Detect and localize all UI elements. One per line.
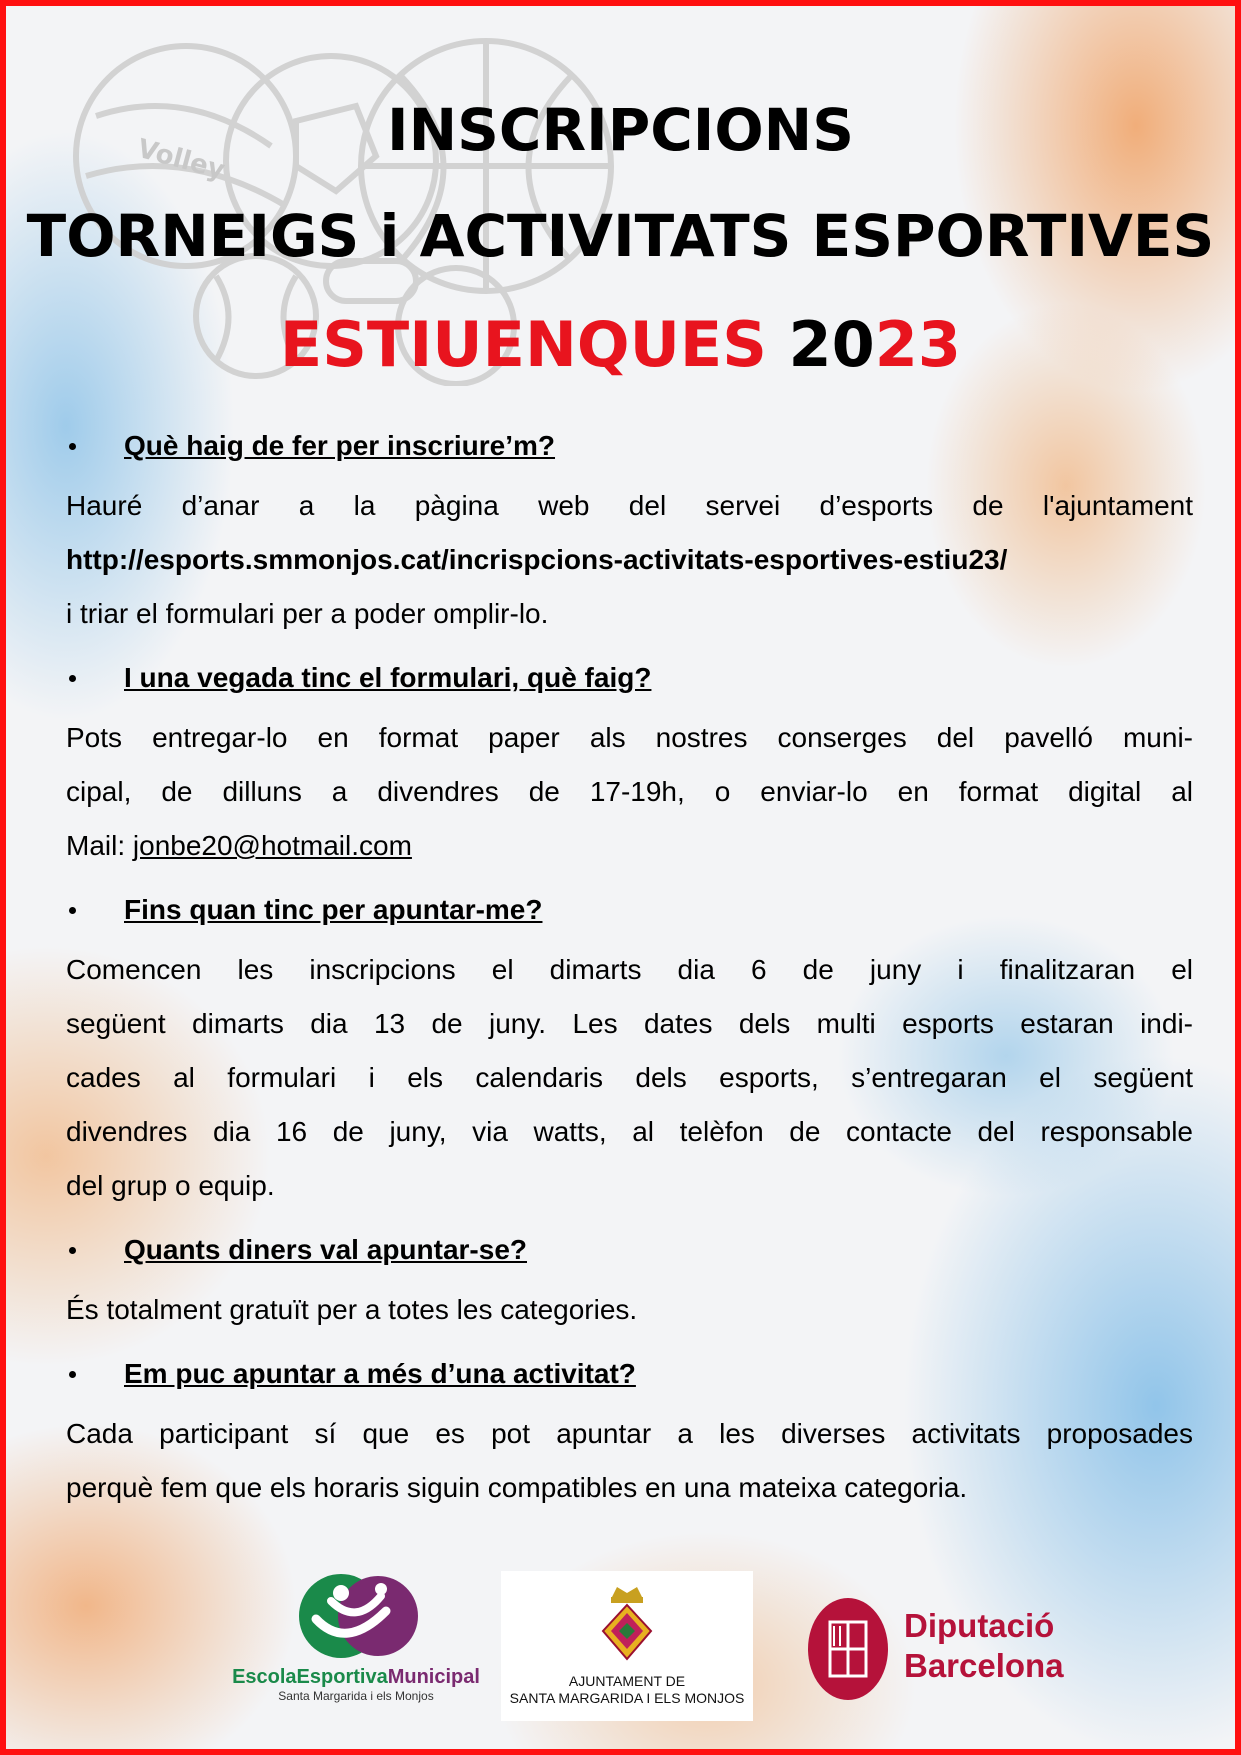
diputacio-name xyxy=(904,1606,1064,1686)
eem-part1: EscolaEsportiva xyxy=(232,1666,388,1688)
faq-question-text: Quants diners val apuntar-se? xyxy=(124,1234,527,1265)
diputacio-line2: Barcelona xyxy=(904,1647,1064,1684)
title-year-red: 23 xyxy=(874,308,962,381)
title-estiuenques-word: ESTIUENQUES xyxy=(279,308,767,381)
faq-question-text: Fins quan tinc per apuntar-me? xyxy=(124,894,543,925)
bullet-icon xyxy=(69,1371,76,1378)
faq-answer-2 xyxy=(66,711,1193,873)
faq-answer-4 xyxy=(66,1283,1193,1337)
escola-esportiva-subtitle: Santa Margarida i els Monjos xyxy=(278,1689,434,1703)
answer-line: És totalment gratuït per a totes les categories. xyxy=(66,1294,638,1325)
ajuntament-line2: SANTA MARGARIDA I ELS MONJOS xyxy=(509,1690,745,1706)
answer-line: Pots entregar-lo en format paper als nostres conserges del pavelló muni- xyxy=(66,722,1193,753)
answer-line: cipal, de dilluns a divendres de 17-19h, o enviar-lo en format digital al xyxy=(66,776,1193,807)
faq-answer-1 xyxy=(66,479,1193,641)
answer-line: perquè fem que els horaris siguin compatibles en una mateixa categoria. xyxy=(66,1472,968,1503)
faq-question-4 xyxy=(66,1225,1193,1275)
faq-question-1 xyxy=(66,421,1193,471)
faq-question-3 xyxy=(66,885,1193,935)
faq-question-text: Em puc apuntar a més d’una activitat? xyxy=(124,1358,636,1389)
ajuntament-line1: AJUNTAMENT DE xyxy=(568,1673,686,1689)
bullet-icon xyxy=(69,675,76,682)
faq-question-5 xyxy=(66,1349,1193,1399)
sponsor-logos xyxy=(6,1571,1235,1721)
escola-esportiva-logo xyxy=(216,1571,496,1721)
answer-line: Cada participant sí que es pot apuntar a les diverses activitats proposades xyxy=(66,1418,1193,1449)
diputacio-barcelona-logo xyxy=(806,1596,1066,1706)
answer-line: cades al formulari i els calendaris dels esports, s’entregaran el següent xyxy=(66,1062,1193,1093)
answer-line: Hauré d’anar a la pàgina web del servei d’esports de l'ajuntament xyxy=(66,490,1193,521)
diputacio-emblem-icon xyxy=(806,1596,890,1702)
svg-text:Volley: Volley xyxy=(134,133,228,186)
title-torneigs: TORNEIGS i ACTIVITATS ESPORTIVES xyxy=(26,202,1215,270)
title-estiuenques xyxy=(6,308,1235,381)
title-year-black: 20 xyxy=(788,308,875,381)
answer-line: divendres dia 16 de juny, via watts, al telèfon de contacte del responsable xyxy=(66,1116,1193,1147)
bullet-icon xyxy=(69,1247,76,1254)
email-link[interactable]: jonbe20@hotmail.com xyxy=(132,830,412,861)
escola-esportiva-emblem-icon xyxy=(286,1571,426,1661)
faq-answer-5 xyxy=(66,1407,1193,1515)
faq-answer-3 xyxy=(66,943,1193,1213)
answer-line: del grup o equip. xyxy=(66,1170,275,1201)
bullet-icon xyxy=(69,443,76,450)
answer-line: Comencen les inscripcions el dimarts dia 6 de juny i finalitzaran el xyxy=(66,954,1193,985)
title-inscripcions: INSCRIPCIONS xyxy=(387,96,854,164)
diputacio-line1: Diputació xyxy=(904,1607,1055,1644)
answer-line-mail xyxy=(66,819,1193,873)
answer-line: següent dimarts dia 13 de juny. Les dates dels multi esports estaran indi- xyxy=(66,1008,1193,1039)
faq-question-text: Què haig de fer per inscriure’m? xyxy=(124,430,556,461)
faq-content xyxy=(66,421,1193,1527)
bullet-icon xyxy=(69,907,76,914)
ajuntament-logo xyxy=(501,1571,753,1721)
faq-question-2 xyxy=(66,653,1193,703)
mail-label: Mail: xyxy=(66,830,133,861)
ajuntament-name xyxy=(501,1673,753,1707)
answer-line: i triar el formulari per a poder omplir-lo. xyxy=(66,598,549,629)
faq-question-text: I una vegada tinc el formulari, què faig? xyxy=(124,662,652,693)
coat-of-arms-icon xyxy=(597,1583,657,1668)
eem-part2: Municipal xyxy=(387,1666,480,1688)
registration-url-link[interactable]: http://esports.smmonjos.cat/incrispcions-activitats-esportives-estiu23/ xyxy=(66,544,1008,575)
escola-esportiva-name xyxy=(216,1666,496,1689)
